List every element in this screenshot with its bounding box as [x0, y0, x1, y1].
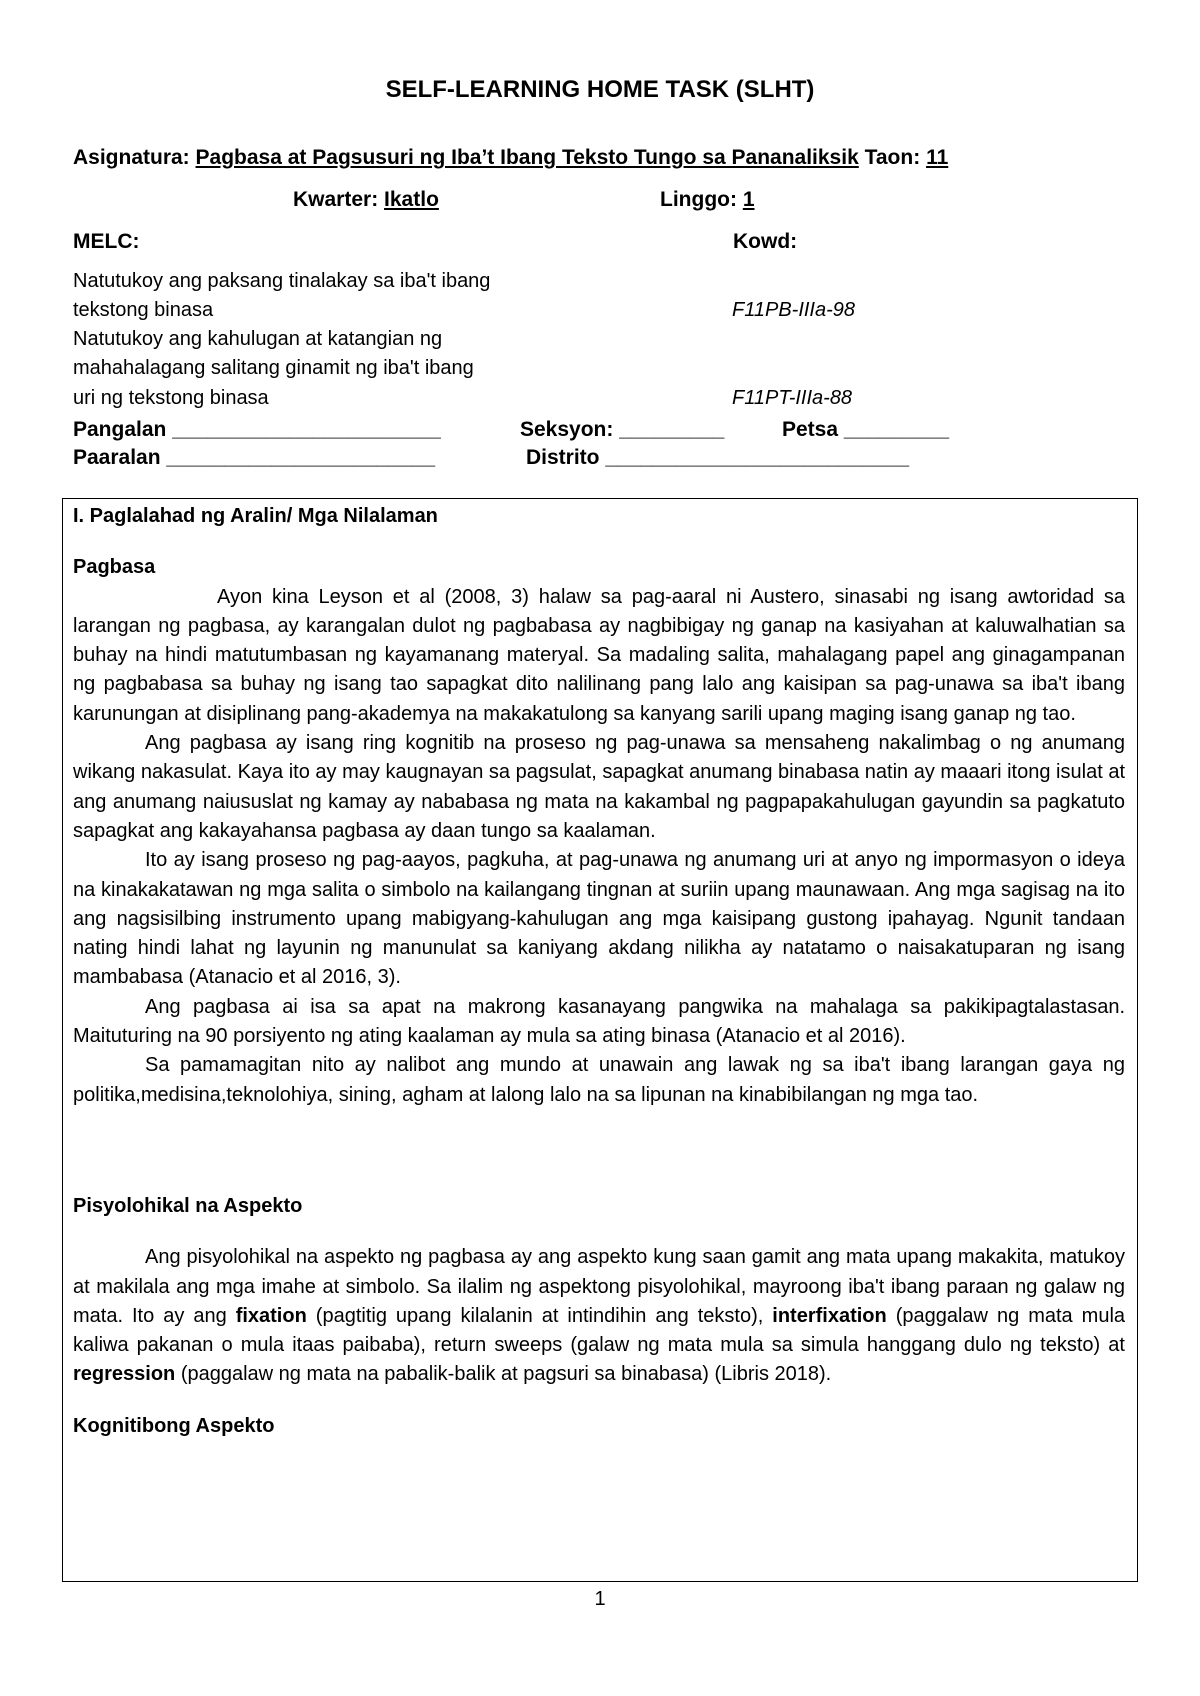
paragraph: Ayon kina Leyson et al (2008, 3) halaw sa pag-aaral ni Austero, sinasabi ng isang awtoridad sa larangan ng pagbasa, ay karangalan dulot ng pagbabasa ay nagbibigay ng ganap na kasiyahan at kaluwalhatian sa buhay na hindi matutumbasan ng kayamanang materyal. Sa madaling salita, mahalagang papel ang ginagampanan ng pagbabasa sa buhay ng isang tao sapagkat dito nalilinang pang lalo ang kaisipan sa pag-unawa sa iba't ibang karunungan at disiplinang pang-akademya na makakatulong sa kanyang sarili upang maging isang ganap ng tao.: [73, 585, 1125, 725]
paragraph: Ito ay isang proseso ng pag-aayos, pagkuha, at pag-unawa ng anumang uri at anyo ng impormasyon o ideya na kinakakatawan ng mga salita o simbolo na kailangang tingnan at suriin upang maunawaan. Ang mga sagisag na ito ang nagsisilbing instrumento upang mabigyang-kahulugan ang mga kaisipang gustong ipahayag. Ngunit tandaan nating hindi lahat ng layunin ng manunulat sa kaniyang akdang nilikha ay natatamo o naisakatuparan ng isang mambabasa (Atanacio et al 2016, 3).: [73, 849, 1125, 989]
asignatura-line: [73, 146, 948, 170]
kowd-label: Kowd:: [733, 230, 798, 253]
melc-code: F11PT-IIIa-88: [732, 387, 853, 409]
asignatura-value: Pagbasa at Pagsusuri ng Iba’t Ibang Teksto Tungo sa Pananaliksik: [195, 146, 859, 169]
petsa-field[interactable]: [782, 418, 949, 442]
kwarter-value: Ikatlo: [384, 188, 439, 211]
seksyon-label: Seksyon:: [520, 418, 614, 441]
paragraph: Ang pagbasa ay isang ring kognitib na proseso ng pag-unawa sa mensaheng nakalimbag o ng anumang wikang nakasulat. Kaya ito ay may kaugnayan sa pagsulat, sapagkat anumang binabasa natin ay maaari itong isulat at ang anumang naiususlat ng kamay ay nababasa ng mata na kakambal ng pagpapakahulugan gayundin sa pagkatuto sapagkat ang kakayahansa pagbasa ay daan tungo sa kaalaman.: [73, 732, 1125, 842]
kwarter-line: [293, 188, 439, 212]
seksyon-field[interactable]: [520, 418, 724, 442]
seksyon-blank[interactable]: _________: [619, 418, 725, 441]
paragraph: Sa pamamagitan nito ay nalibot ang mundo at unawain ang lawak ng sa iba't ibang larangan gaya ng politika,medisina,teknolohiya, sining, agham at lalong lalo na sa lipunan na kinabibilangan ng mga tao.: [73, 1054, 1125, 1106]
pisyo-heading: Pisyolohikal na Aspekto: [73, 1194, 303, 1217]
term-regression: regression: [73, 1363, 176, 1386]
distrito-field[interactable]: [526, 446, 909, 470]
paaralan-field[interactable]: [73, 446, 435, 470]
melc-label: MELC:: [73, 230, 140, 253]
linggo-line: [660, 188, 755, 212]
paragraph: Ang pagbasa ai isa sa apat na makrong kasanayang pangwika na mahalaga sa pakikipagtalastasan. Maituturing na 90 porsiyento ng ating kaalaman ay mula sa ating binasa (Atanacio et al 2016).: [73, 995, 1125, 1048]
melc-line: Natutukoy ang kahulugan at katangian ng: [73, 328, 443, 350]
term-interfixation: interfixation: [772, 1304, 887, 1327]
distrito-blank[interactable]: __________________________: [605, 446, 910, 469]
paaralan-label: Paaralan: [73, 446, 161, 469]
paragraph-text: (paggalaw ng mata na pabalik-balik at pagsuri sa binabasa) (Libris 2018).: [175, 1363, 832, 1386]
taon-value: 11: [926, 146, 949, 169]
melc-line: tekstong binasa: [73, 299, 214, 321]
lesson-content: [73, 502, 1125, 1441]
distrito-label: Distrito: [526, 446, 600, 469]
pagbasa-heading: Pagbasa: [73, 556, 156, 579]
kwarter-label: Kwarter:: [293, 188, 379, 211]
page-number: 1: [594, 1588, 606, 1610]
paaralan-blank[interactable]: _______________________: [166, 446, 436, 469]
melc-line: uri ng tekstong binasa: [73, 387, 269, 409]
kognitibo-heading: Kognitibong Aspekto: [73, 1414, 275, 1437]
melc-code: F11PB-IIIa-98: [732, 299, 856, 321]
paragraph-text: Ang pisyolohikal na aspekto ng pagbasa ay ang aspekto kung saan gamit ang mata upang makakita, matukoy at makilala ang mga imahe at simbolo. Sa ilalim ng aspektong pisyolohikal, mayroong iba't ibang paraan ng galaw ng mata. Ito ay ang: [73, 1246, 1125, 1327]
linggo-label: Linggo:: [660, 188, 737, 211]
spacer: [73, 1221, 1125, 1243]
page-title: SELF-LEARNING HOME TASK (SLHT): [385, 76, 815, 103]
petsa-blank[interactable]: _________: [843, 418, 950, 441]
pangalan-blank[interactable]: _______________________: [172, 418, 441, 441]
paragraph: [73, 1243, 1125, 1389]
spacer: [73, 531, 1125, 553]
paragraph-text: (paggalaw ng mata mula kaliwa pakanan o mula itaas paibaba), return sweeps (galaw ng mata mula sa simula hanggang dulo ng teksto) at: [73, 1304, 1126, 1357]
asignatura-label: Asignatura:: [73, 146, 190, 169]
linggo-value: 1: [742, 188, 755, 211]
taon-label: Taon:: [864, 146, 921, 169]
petsa-label: Petsa: [782, 418, 839, 441]
spacer: [73, 1110, 1125, 1192]
melc-line: Natutukoy ang paksang tinalakay sa iba't ibang: [73, 270, 491, 292]
melc-line: mahahalagang salitang ginamit ng iba't ibang: [73, 357, 474, 379]
paragraph-text: (pagtitig upang kilalanin at intindihin ang teksto),: [306, 1304, 773, 1327]
section-heading: I. Paglalahad ng Aralin/ Mga Nilalaman: [73, 505, 438, 527]
pangalan-label: Pangalan: [73, 418, 167, 441]
term-fixation: fixation: [235, 1304, 307, 1327]
pangalan-field[interactable]: [73, 418, 441, 442]
spacer: [73, 1390, 1125, 1412]
